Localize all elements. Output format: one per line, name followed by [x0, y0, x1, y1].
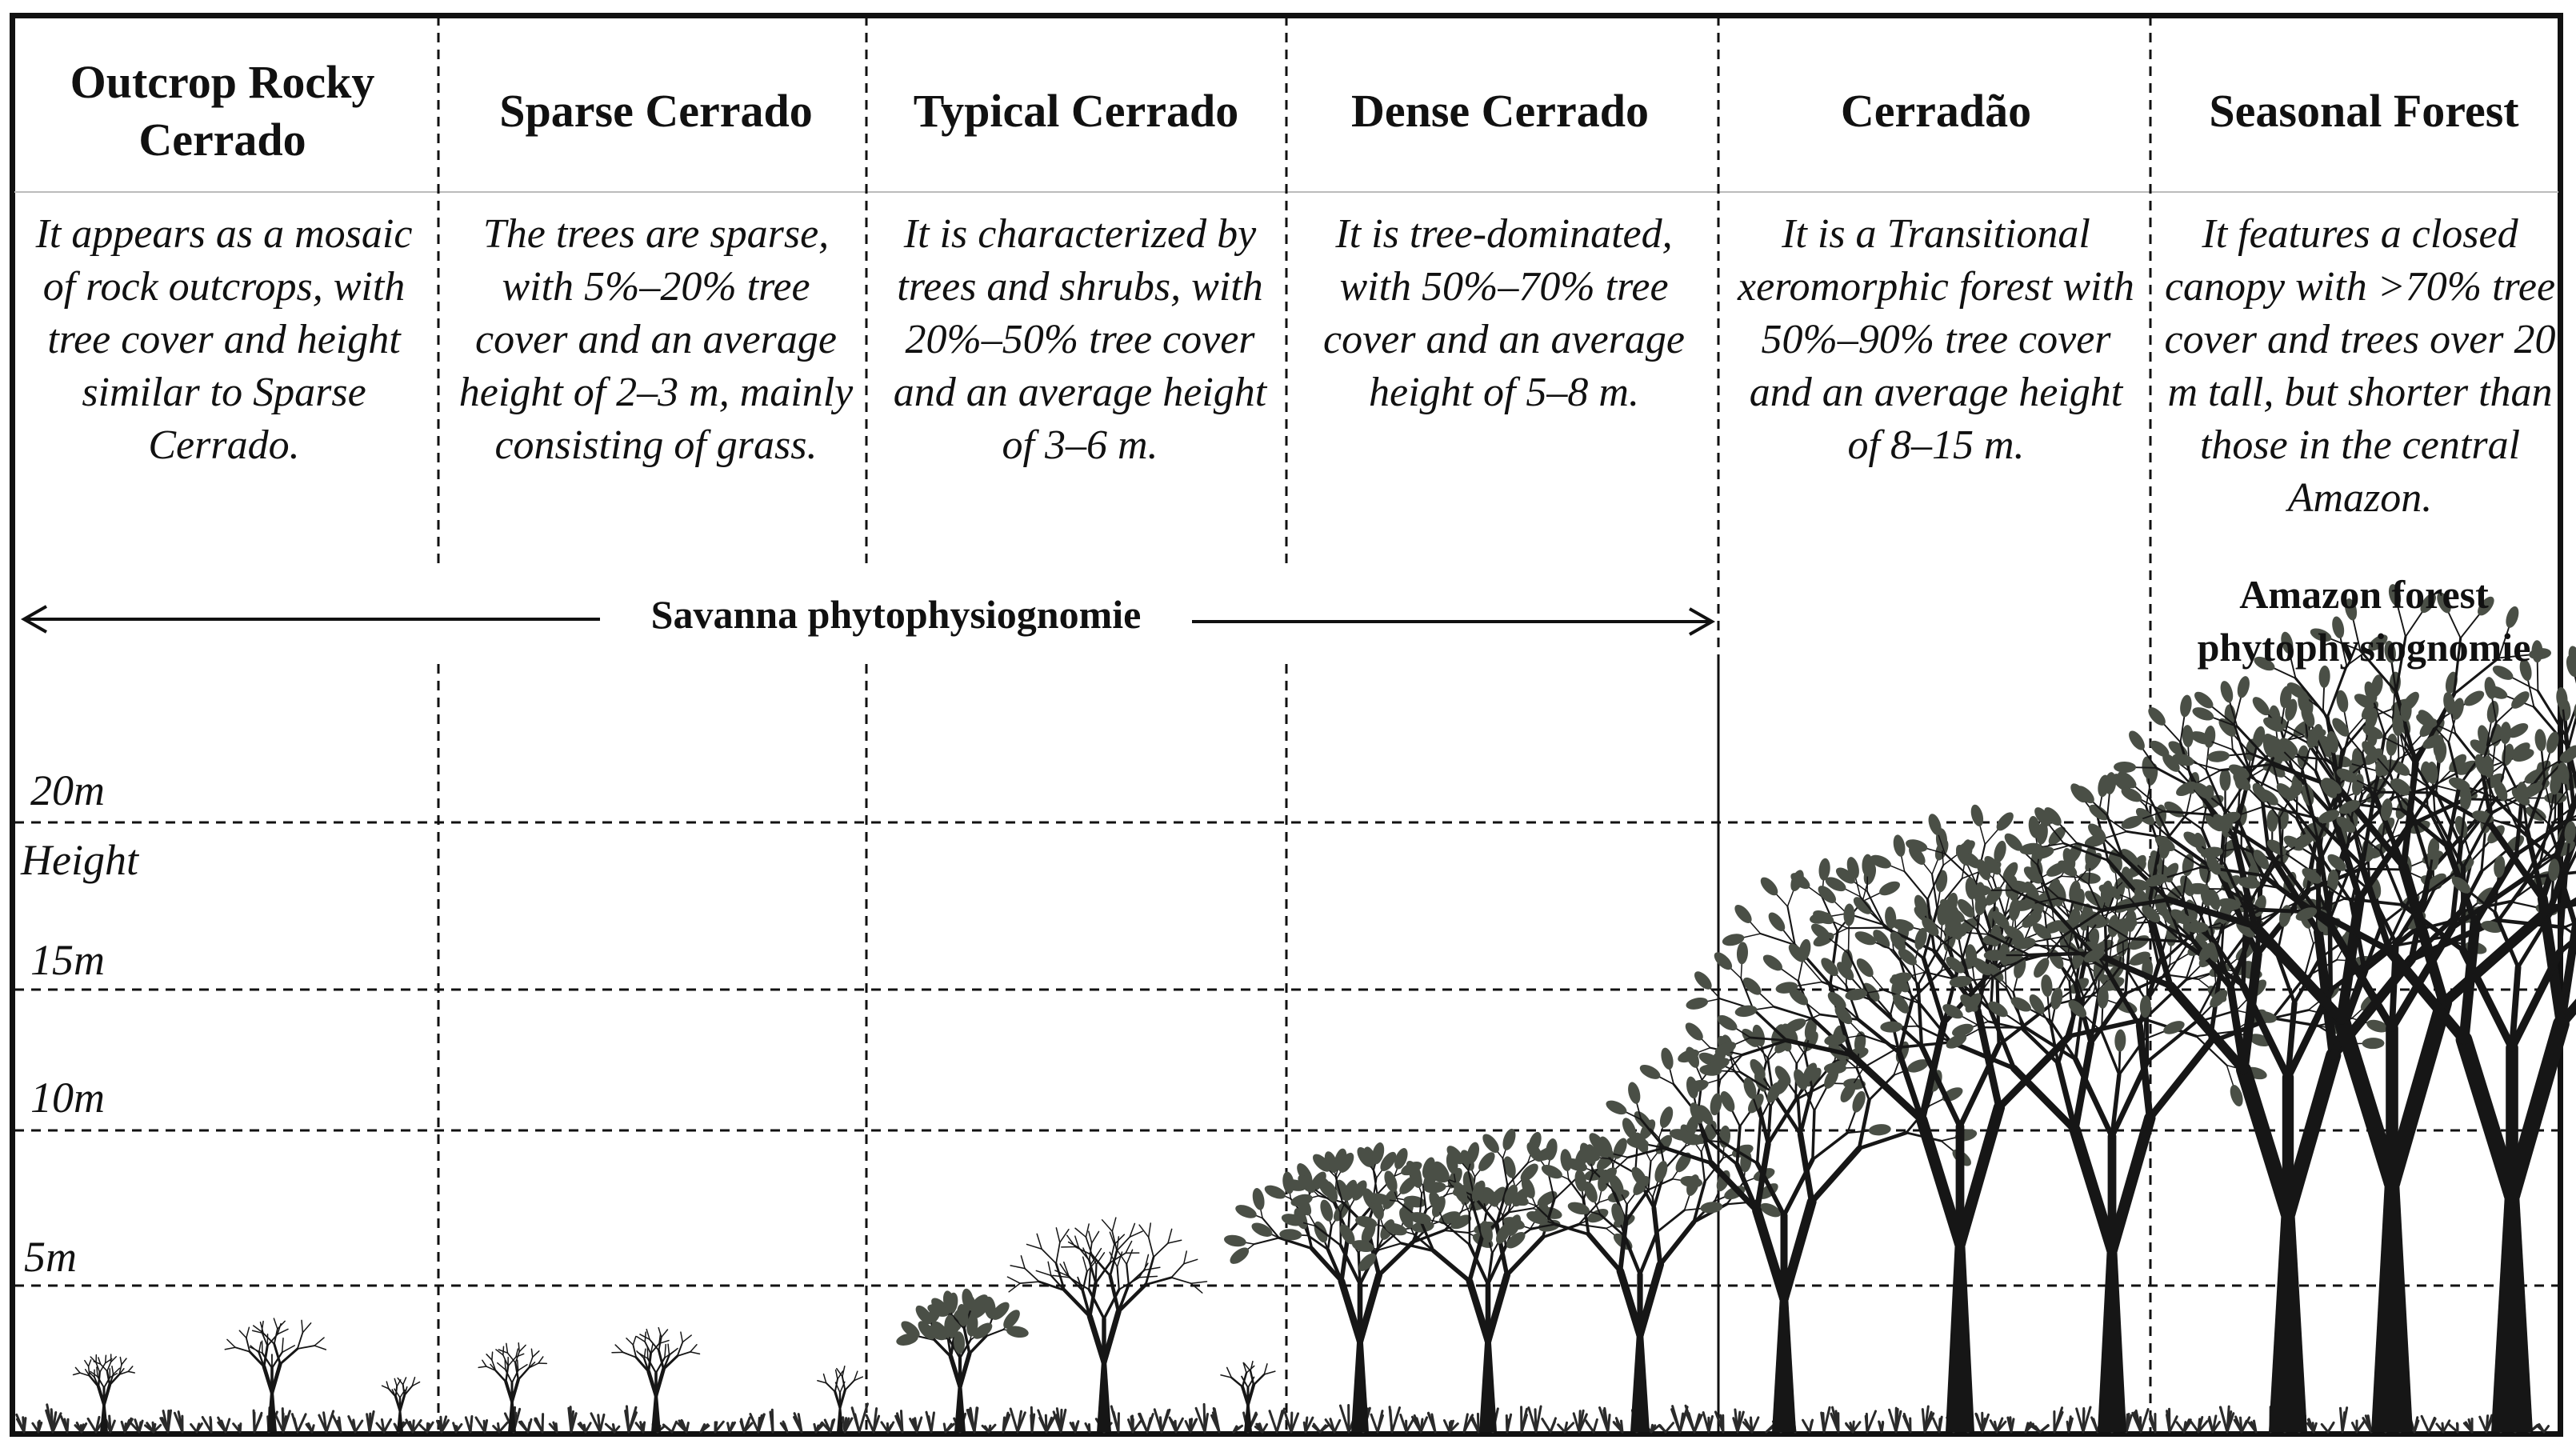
- column-title-outcrop-rocky-cerrado: Outcrop Rocky Cerrado: [70, 56, 375, 166]
- height-level-5m: 5m: [24, 1233, 77, 1281]
- tree: [1590, 1017, 1978, 1432]
- height-level-10m: 10m: [30, 1074, 105, 1122]
- trees: [74, 583, 2576, 1432]
- tree: [895, 1288, 1030, 1432]
- column-description-outcrop-rocky-cerrado: It appears as a mosaic of rock outcrops, with tree cover and height similar to Sparse Cerrado.: [35, 211, 413, 468]
- tree: [225, 1318, 326, 1432]
- savanna-phytophysiognomie-label: Savanna phytophysiognomie: [608, 590, 1184, 638]
- column-title-seasonal-forest: Seasonal Forest: [2209, 85, 2519, 137]
- column-description-dense-cerrado: It is tree-dominated, with 50%–70% tree cover and an average height of 5–8 m.: [1323, 211, 1685, 415]
- height-level-20m: 20m: [30, 766, 105, 814]
- column-title-sparse-cerrado: Sparse Cerrado: [499, 85, 813, 137]
- tree: [1007, 1218, 1206, 1432]
- column-title-dense-cerrado: Dense Cerrado: [1350, 85, 1650, 137]
- height-axis-label: Height: [21, 836, 138, 884]
- column-title-cerradao: Cerradão: [1840, 85, 2032, 137]
- column-description-cerradao: It is a Transitional xeromorphic forest with 50%–90% tree cover and an average height of 8–15 m.: [1738, 211, 2134, 468]
- height-level-15m: 15m: [30, 936, 105, 984]
- column-title-typical-cerrado: Typical Cerrado: [913, 85, 1239, 137]
- amazon-forest-phytophysiognomie-label: Amazon forest phytophysiognomie: [2197, 572, 2531, 670]
- column-description-seasonal-forest: It features a closed canopy with >70% tree cover and trees over 20 m tall, but shorter than those in the central Amazon.: [2164, 211, 2556, 521]
- column-description-typical-cerrado: It is characterized by trees and shrubs, with 20%–50% tree cover and an average height of 3–6 m.: [893, 211, 1267, 468]
- column-description-sparse-cerrado: The trees are sparse, with 5%–20% tree cover and an average height of 2–3 m, mainly consisting of grass.: [458, 211, 854, 468]
- ground-grass: [17, 1404, 2549, 1432]
- tree: [1221, 1362, 1275, 1432]
- tree: [74, 1354, 135, 1432]
